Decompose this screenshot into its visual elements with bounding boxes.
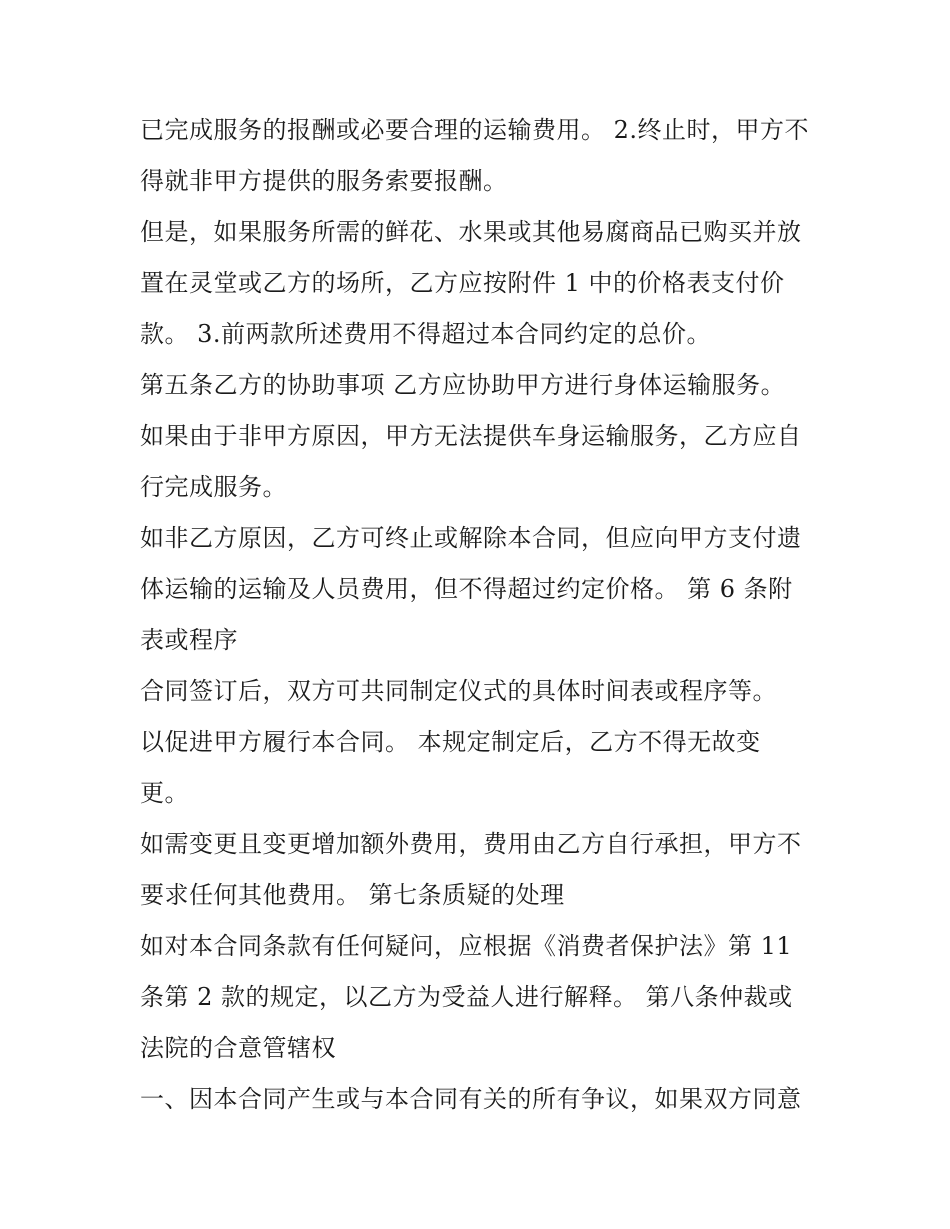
text-line: 得就非甲方提供的服务索要报酬。 (140, 167, 508, 195)
text-line: 款。 3.前两款所述费用不得超过本合同约定的总价。 (140, 320, 712, 348)
text-line: 一、因本合同产生或与本合同有关的所有争议，如果双方同意 (140, 1085, 802, 1113)
text-line: 如非乙方原因，乙方可终止或解除本合同，但应向甲方支付遗 (140, 524, 802, 552)
text-line: 体运输的运输及人员费用，但不得超过约定价格。 第 6 条附 (140, 575, 793, 603)
text-line: 合同签订后，双方可共同制定仪式的具体时间表或程序等。 (140, 677, 777, 705)
text-line: 法院的合意管辖权 (140, 1034, 336, 1062)
text-line: 如果由于非甲方原因，甲方无法提供车身运输服务，乙方应自 (140, 422, 802, 450)
text-line: 更。 (140, 779, 189, 807)
text-line: 如对本合同条款有任何疑问，应根据《消费者保护法》第 11 (140, 932, 793, 960)
text-line: 条第 2 款的规定，以乙方为受益人进行解释。 第八条仲裁或 (140, 983, 793, 1011)
document-body (140, 105, 840, 1125)
text-line: 行完成服务。 (140, 473, 287, 501)
text-line: 要求任何其他费用。 第七条质疑的处理 (140, 881, 565, 909)
text-line: 置在灵堂或乙方的场所，乙方应按附件 1 中的价格表支付价 (140, 269, 785, 297)
text-line: 第五条乙方的协助事项 乙方应协助甲方进行身体运输服务。 (140, 371, 786, 399)
text-line: 已完成服务的报酬或必要合理的运输费用。 2.终止时，甲方不 (140, 116, 810, 144)
text-line: 但是，如果服务所需的鲜花、水果或其他易腐商品已购买并放 (140, 218, 802, 246)
text-line: 表或程序 (140, 626, 238, 654)
text-line: 如需变更且变更增加额外费用，费用由乙方自行承担，甲方不 (140, 830, 802, 858)
text-line: 以促进甲方履行本合同。 本规定制定后，乙方不得无故变 (140, 728, 761, 756)
